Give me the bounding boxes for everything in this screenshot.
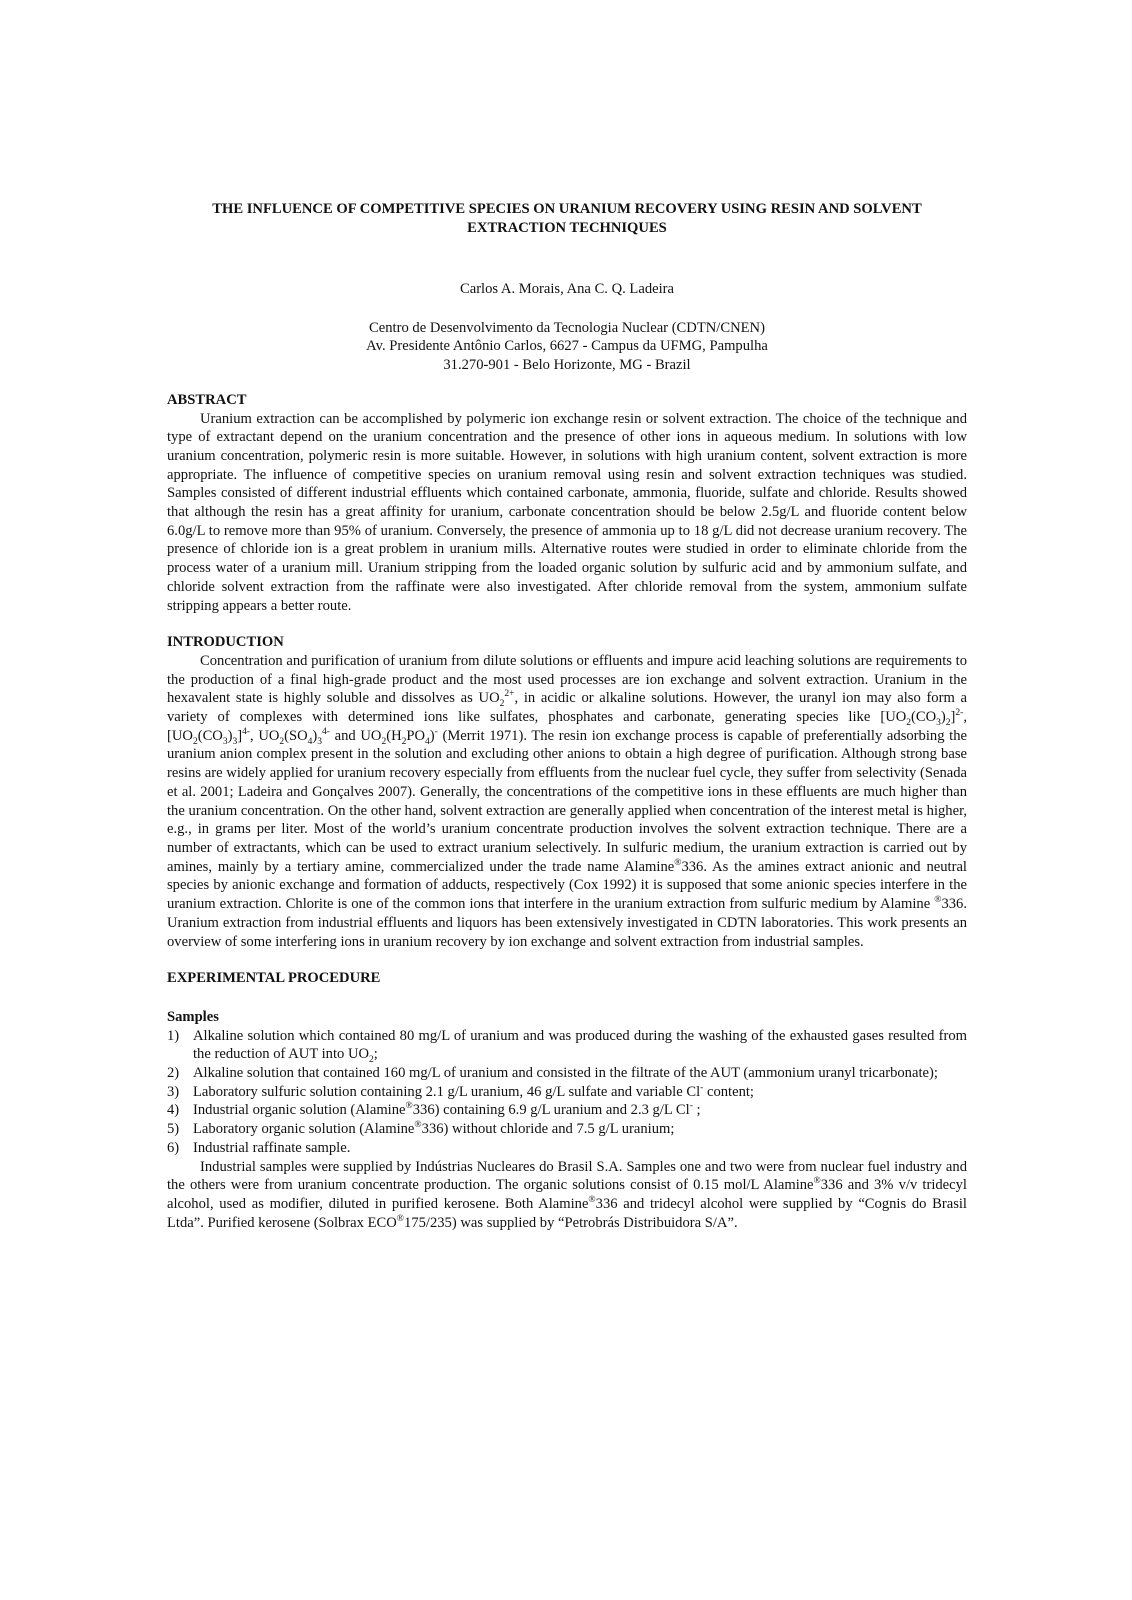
list-item: 2) Alkaline solution that contained 160 mg/L of uranium and consisted in the filtrate of the AUT (ammonium uranyl tricarbonate); bbox=[167, 1065, 938, 1082]
affiliation bbox=[167, 319, 967, 375]
experimental-section bbox=[167, 969, 967, 1232]
authors: Carlos A. Morais, Ana C. Q. Ladeira bbox=[459, 281, 674, 297]
page-content bbox=[167, 200, 967, 1232]
samples-list bbox=[167, 1027, 967, 1158]
list-item: 6) Industrial raffinate sample. bbox=[167, 1139, 351, 1156]
affiliation-line: Centro de Desenvolvimento da Tecnologia Nuclear (CDTN/CNEN) bbox=[369, 319, 765, 336]
samples-heading: Samples bbox=[167, 1008, 219, 1025]
affiliation-line: Av. Presidente Antônio Carlos, 6627 - Campus da UFMG, Pampulha bbox=[366, 338, 768, 355]
list-item: 1) Alkaline solution which contained 80 mg/L of uranium and was produced during the washing of the exhausted gases resulted from the reduction of AUT into $UO_2$; bbox=[167, 1027, 967, 1066]
introduction-section bbox=[167, 633, 967, 951]
experimental-heading: EXPERIMENTAL PROCEDURE bbox=[167, 970, 381, 987]
abstract-heading: ABSTRACT bbox=[167, 391, 247, 408]
samples-paragraph: Industrial samples were supplied by Indústrias Nucleares do Brasil S.A. Samples one and two were from nuclear fuel industry and the others were from uranium concentrate production. The organic solutions consist of 0.15 mol/L Alamine®336 and 3% v/v tridecyl alcohol, used as modifier, diluted in purified kerosene. Both Alamine®336 and tridecyl alcohol were supplied by “Cognis do Brasil Ltda”. Purified kerosene (Solbrax ECO®175/235) was supplied by “Petrobrás Distribuidora S/A”. bbox=[167, 1158, 967, 1231]
paper-title: THE INFLUENCE OF COMPETITIVE SPECIES ON URANIUM RECOVERY USING RESIN AND SOLVENT EXTRACTION TECHNIQUES bbox=[212, 201, 922, 236]
abstract-text: Uranium extraction can be accomplished by polymeric ion exchange resin or solvent extraction. The choice of the technique and type of extractant depend on the uranium concentration and the presence of other ions in aqueous medium. In solutions with low uranium concentration, polymeric resin is more suitable. However, in solutions with high uranium content, solvent extraction is more appropriate. The influence of competitive species on uranium removal using resin and solvent extraction techniques was studied. Samples consisted of different industrial effluents which contained carbonate, ammonia, fluoride, sulfate and chloride. Results showed that although the resin has a great affinity for uranium, carbonate concentration should be below 2.5g/L and fluoride content below 6.0g/L to remove more than 95% of uranium. Conversely, the presence of ammonia up to 18 g/L did not decrease uranium recovery. The presence of chloride ion is a great problem in uranium mills. Alternative routes were studied in order to eliminate chloride from the process water of a uranium mill. Uranium stripping from the loaded organic solution by sulfuric acid and by ammonium sulfate, and chloride solvent extraction from the raffinate were also investigated. After chloride removal from the system, ammonium sulfate stripping appears a better route. bbox=[167, 410, 967, 614]
abstract-section bbox=[167, 391, 967, 615]
introduction-text: Concentration and purification of uranium from dilute solutions or effluents and impure acid leaching solutions are requirements to the production of a final high-grade product and the most used processes are ion exchange and solvent extraction. Uranium in the hexavalent state is highly soluble and dissolves as $UO_2^{2+}$, in acidic or alkaline solutions. However, the uranyl ion may also form a variety of complexes with determined ions like sulfates, phosphates and carbonate, generating species like $[UO_2(CO_3)_2]^{2-}$, $[UO_2(CO_3)_3]^{4-}$, $UO_2(SO_4)_3^{4-}$ and $UO_2(H_2PO_4)^-$ (Merrit 1971). The resin ion exchange process is capable of preferentially adsorbing the uranium anion complex present in the solution and excluding other anions to obtain a high degree of purification. Although strong base resins are widely applied for uranium recovery especially from effluents from the nuclear fuel cycle, they suffer from selectivity (Senada et al. 2001; Ladeira and Gonçalves 2007). Generally, the concentrations of the competitive ions in these effluents are much higher than the uranium concentration. On the other hand, solvent extraction are generally applied when concentration of the interest metal is higher, e.g., in grams per liter. Most of the world’s uranium concentrate production involves the solvent extraction technique. There are a number of extractants, which can be used to extract uranium selectively. In sulfuric medium, the uranium extraction is carried out by amines, mainly by a tertiary amine, commercialized under the trade name Alamine®336. As the amines extract anionic and neutral species by anionic exchange and formation of adducts, respectively (Cox 1992) it is supposed that some anionic species interfere in the uranium extraction. Chlorite is one of the common ions that interfere in the uranium extraction from sulfuric medium by Alamine ®336. Uranium extraction from industrial effluents and liquors has been extensively investigated in CDTN laboratories. This work presents an overview of some interfering ions in uranium recovery by ion exchange and solvent extraction from industrial samples. bbox=[167, 652, 968, 950]
list-item: 5) Laboratory organic solution (Alamine®336) without chloride and 7.5 g/L uranium; bbox=[167, 1120, 675, 1138]
list-item: 3) Laboratory sulfuric solution containing 2.1 g/L uranium, 46 g/L sulfate and variable Cl- content; bbox=[167, 1082, 754, 1100]
affiliation-line: 31.270-901 - Belo Horizonte, MG - Brazil bbox=[443, 357, 691, 374]
introduction-heading: INTRODUCTION bbox=[167, 634, 284, 651]
list-item: 4) Industrial organic solution (Alamine®336) containing 6.9 g/L uranium and 2.3 g/L Cl- ; bbox=[167, 1101, 701, 1119]
